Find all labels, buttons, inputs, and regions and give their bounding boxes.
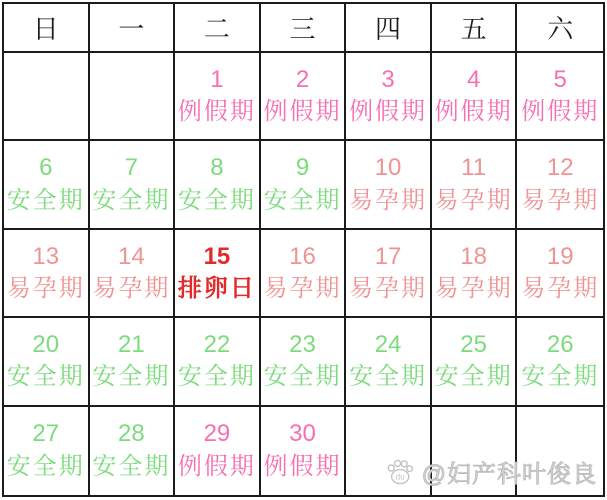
day-number: 9	[295, 154, 310, 182]
phase-label: 安全期	[263, 363, 342, 391]
calendar-cell	[261, 318, 347, 406]
phase-label: 安全期	[92, 363, 171, 391]
calendar-cell	[90, 318, 176, 406]
day-number: 26	[546, 331, 574, 358]
calendar-cell	[432, 407, 518, 495]
phase-label: 安全期	[6, 363, 85, 391]
day-number: 2	[295, 65, 310, 93]
calendar-cell	[261, 407, 347, 495]
calendar-cell	[346, 230, 432, 318]
day-number: 30	[289, 420, 316, 448]
day-number: 22	[203, 331, 231, 358]
watermark-handle: @妇产科叶俊良	[421, 461, 597, 488]
calendar-cell	[432, 53, 518, 141]
phase-label: 排卵日	[177, 274, 256, 302]
day-number: 6	[39, 154, 53, 182]
calendar-cell	[175, 53, 261, 141]
phase-label: 例假期	[434, 98, 513, 126]
phase-label: 易孕期	[263, 274, 342, 302]
day-number: 12	[546, 154, 574, 182]
paw-icon-text: du	[395, 472, 405, 482]
phase-label: 例假期	[177, 452, 256, 480]
calendar-cell	[432, 230, 518, 318]
phase-label: 易孕期	[434, 274, 513, 302]
calendar-cell	[346, 318, 432, 406]
calendar-cell	[175, 141, 261, 229]
day-number: 25	[460, 331, 487, 358]
phase-label: 安全期	[177, 186, 256, 214]
calendar-cell	[517, 318, 603, 406]
calendar-cell	[90, 230, 176, 318]
day-number: 20	[32, 331, 60, 358]
phase-label: 易孕期	[521, 274, 600, 302]
calendar-cell	[4, 407, 90, 495]
calendar-cell	[4, 230, 90, 318]
day-number: 17	[374, 242, 402, 270]
day-number: 3	[381, 65, 395, 93]
phase-label: 易孕期	[349, 186, 428, 214]
calendar-cell	[4, 318, 90, 406]
calendar-cell	[346, 53, 432, 141]
day-number: 8	[210, 154, 224, 182]
phase-label: 例假期	[521, 98, 600, 126]
day-number: 10	[374, 154, 402, 182]
day-number: 5	[553, 65, 567, 93]
day-number: 19	[546, 242, 574, 270]
calendar-cell	[90, 53, 176, 141]
calendar-cell	[261, 141, 347, 229]
day-number: 7	[124, 154, 139, 182]
calendar-cell	[346, 407, 432, 495]
phase-label: 例假期	[263, 98, 342, 126]
phase-label: 易孕期	[6, 274, 85, 302]
weekday-header-sat: 六	[517, 4, 603, 53]
day-number: 21	[118, 331, 145, 358]
weekday-header-tue: 二	[175, 4, 261, 53]
weekday-header-wed: 三	[261, 4, 347, 53]
weekday-header-mon: 一	[90, 4, 176, 53]
day-number: 4	[466, 65, 481, 93]
day-number: 15	[203, 242, 231, 270]
calendar-cell	[90, 407, 176, 495]
calendar-cell	[432, 318, 518, 406]
calendar-cell	[4, 53, 90, 141]
day-number: 29	[203, 420, 231, 448]
day-number: 11	[461, 154, 487, 182]
phase-label: 安全期	[177, 363, 256, 391]
calendar-cell	[261, 230, 347, 318]
weekday-header-sun: 日	[4, 4, 90, 53]
phase-label: 安全期	[92, 186, 171, 214]
day-number: 28	[118, 420, 145, 448]
calendar-cell	[517, 230, 603, 318]
calendar-cell	[175, 407, 261, 495]
phase-label: 安全期	[6, 452, 85, 480]
day-number: 27	[32, 420, 60, 448]
phase-label: 安全期	[349, 363, 428, 391]
weekday-header-fri: 五	[432, 4, 518, 53]
calendar-cell	[4, 141, 90, 229]
phase-label: 安全期	[6, 186, 85, 214]
day-number: 18	[460, 242, 487, 270]
calendar-cell	[346, 141, 432, 229]
weekday-header-thu: 四	[346, 4, 432, 53]
phase-label: 易孕期	[521, 186, 600, 214]
phase-label: 安全期	[263, 186, 342, 214]
phase-label: 易孕期	[92, 274, 171, 302]
phase-label: 安全期	[434, 363, 513, 391]
calendar-cell	[517, 53, 603, 141]
calendar-cell	[175, 318, 261, 406]
calendar-cell	[517, 407, 603, 495]
day-number: 14	[118, 242, 145, 270]
phase-label: 易孕期	[349, 274, 428, 302]
calendar-cell	[517, 141, 603, 229]
day-number: 24	[374, 331, 402, 358]
phase-label: 安全期	[92, 452, 171, 480]
calendar-cell	[432, 141, 518, 229]
phase-label: 例假期	[177, 98, 256, 126]
cycle-calendar-table	[2, 2, 605, 497]
phase-label: 例假期	[263, 452, 342, 480]
phase-label: 安全期	[521, 363, 600, 391]
day-number: 1	[210, 65, 224, 93]
phase-label: 例假期	[349, 98, 428, 126]
day-number: 23	[289, 331, 316, 358]
phase-label: 易孕期	[434, 186, 513, 214]
calendar-cell	[261, 53, 347, 141]
calendar-cell	[90, 141, 176, 229]
calendar-cell-ovulation	[175, 230, 261, 318]
day-number: 13	[32, 242, 60, 270]
day-number: 16	[289, 242, 316, 270]
